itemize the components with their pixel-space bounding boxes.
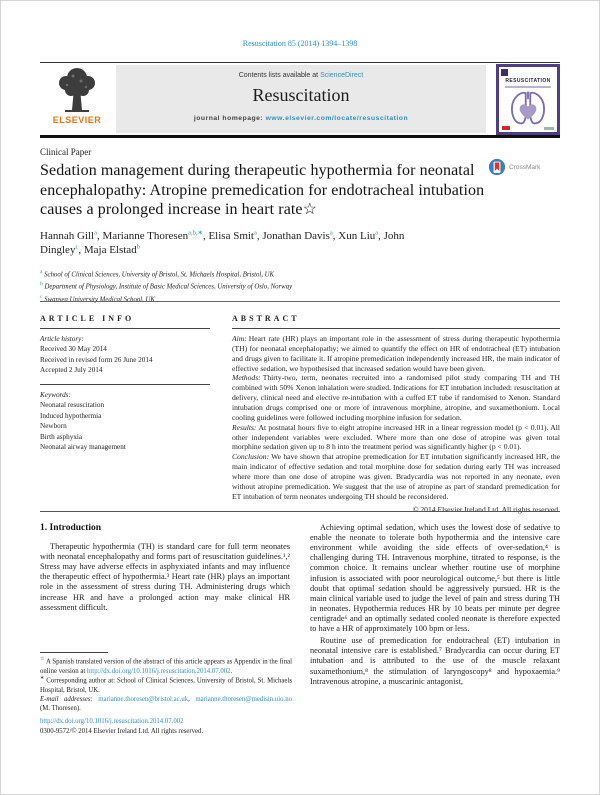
footnote-text: Corresponding author at: School of Clinical Sciences, University of Bristol, St. Michaels Hospital, Bristol, UK. [40, 677, 292, 694]
body-paragraph: Routine use of premedication for endotracheal (ET) intubation in neonatal intensive care is established.⁷ Bradycardia can occur during ET intubation and is attributed to the use of the muscle relaxant suxamethonium,⁸ the stimulation of laryngoscopy⁸ and hypoxaemia.⁹ Intravenous atropine, a muscarinic antagonist, [310, 636, 560, 686]
author [262, 230, 338, 242]
author [338, 230, 383, 242]
author-affil-sup: c [75, 243, 79, 251]
author-name: Maja Elstad [83, 244, 137, 257]
author-sep: , [202, 230, 209, 242]
abstract-section-text: At postnatal hours five to eight atropine increased HR in a linear regression model (p < 0.01). All other independent variables were excluded. Where more than one dose of atropine was given total morphine sedation given up to 8 h into the treatment period was significantly higher (p < 0.01). [232, 422, 560, 452]
journal-citation-line: Resuscitation 85 (2014) 1394–1398 [242, 39, 358, 48]
cover-corner-mark [501, 69, 508, 76]
abstract-section-text: Heart rate (HR) plays an important role in the assessment of stress during therapeutic hypothermia (TH) for neonatal encephalopathy; we aimed to quantify the effect on HR of endotracheal (ET) intubation and drugs given to facilitate it. If atropine premedication independently increased HR, the main indicator of effective sedation, we hypothesised that increased sedation would have been given. [232, 334, 560, 373]
history-label: Article history: [40, 335, 84, 343]
cover-subtitle-bar [505, 86, 551, 88]
intro-right-column [310, 523, 560, 689]
history-item: Accepted 2 July 2014 [40, 366, 103, 375]
email-link-2[interactable]: marianne.thoresen@medisin.uio.no [195, 696, 292, 704]
author-sep: , [256, 230, 263, 242]
affiliation-text: School of Clinical Sciences, University of Bristol, St. Michaels Hospital, Bristol, UK [44, 271, 275, 279]
affiliation [40, 293, 520, 305]
author-affil-sup: b [136, 243, 140, 251]
crossmark-icon [488, 158, 506, 176]
footnote-emails [40, 695, 292, 714]
author-sep: , [378, 230, 384, 242]
email-link-1[interactable]: marianne.thoresen@bristol.ac.uk [98, 696, 189, 704]
author [40, 230, 102, 242]
abstract-column [232, 311, 560, 514]
affiliation-text: Swansea University Medical School, UK [44, 296, 155, 304]
abstract-section-label: Aim: [232, 334, 247, 343]
corresponding-star-icon: ∗ [40, 676, 45, 682]
author-name: Elisa Smit [208, 230, 254, 242]
crossmark-label: CrossMark [509, 163, 541, 171]
intro-right-text [310, 523, 560, 687]
email-label: E-mail addresses: [40, 696, 99, 704]
author-affil-sup: a [375, 229, 379, 237]
journal-homepage-link[interactable]: www.elsevier.com/locate/resuscitation [265, 115, 409, 122]
footnote-corresponding-author [40, 676, 292, 695]
article-doi-link[interactable]: http://dx.doi.org/10.1016/j.resuscitation.2014.07.002 [40, 718, 184, 725]
affiliation-sup: c [40, 293, 43, 300]
keyword-item: Neonatal airway management [40, 442, 126, 451]
footnote-block [40, 652, 292, 714]
lungs-heart-icon [505, 90, 551, 128]
abstract-section-label: Conclusion: [232, 452, 270, 462]
journal-homepage-line [116, 115, 486, 122]
abstract-section-text: Thirty-two, term, neonates recruited into a randomised pilot study comparing TH and TH combined with 50% Xenon inhalation were studied. Indications for ET intubation included: resuscitation at delivery, clinical need and elective re-intubation with a cuffed ET tube if randomised to Xenon. Standard intubation drugs comprised one or more of intravenous morphine, atropine, and suxamethonium. Local cooling guidelines were followed including morphine infusion for sedation. [232, 373, 560, 422]
email-sep: , [188, 696, 196, 704]
affiliation-text: Department of Physiology, Institute of Basic Medical Sciences, University of Oslo, Norway [44, 283, 293, 291]
author-list [40, 229, 430, 258]
keyword-item: Neonatal resuscitation [40, 401, 105, 410]
email-suffix: (M. Thoresen). [40, 705, 81, 713]
abstract-conclusion [232, 452, 560, 501]
author-affil-sup: a,b,∗ [188, 229, 203, 237]
abstract-heading: ABSTRACT [232, 314, 300, 323]
cover-publisher-mark [544, 127, 554, 130]
abstract-section-label: Results: [232, 422, 257, 432]
divider [40, 328, 210, 329]
author-name: Hannah Gill [40, 230, 95, 242]
author-name: Xun Liu [338, 230, 376, 242]
author-sep: , [96, 230, 103, 242]
article-type-label: Clinical Paper [40, 147, 92, 157]
journal-masthead [116, 65, 486, 133]
author-sep: , [78, 244, 84, 257]
abstract-aim [232, 334, 560, 373]
keyword-item: Birth asphyxia [40, 432, 83, 441]
journal-title: Resuscitation [252, 85, 350, 105]
author [208, 230, 262, 242]
affiliation [40, 280, 520, 292]
introduction-heading: 1. Introduction [40, 523, 102, 533]
contents-prefix: Contents lists available at [238, 72, 321, 79]
footnote-text: A Spanish translated version of the abstract of this article appears as Appendix in the final online version at [40, 658, 292, 675]
abstract-methods [232, 373, 560, 422]
sciencedirect-link[interactable]: ScienceDirect [320, 72, 364, 79]
journal-cover-thumbnail [496, 64, 560, 135]
author-sep: , [332, 230, 339, 242]
article-info-column [40, 311, 210, 514]
footnote-text: . [230, 667, 233, 675]
crossmark-badge[interactable] [488, 158, 562, 176]
abstract-section-label: Methods: [232, 373, 261, 383]
elsevier-wordmark: ELSEVIER [52, 115, 102, 125]
divider [40, 511, 560, 512]
homepage-prefix: journal homepage: [193, 115, 266, 122]
elsevier-logo [42, 66, 112, 132]
author-affil-sup: a [253, 229, 257, 237]
affiliation-sup: a [40, 269, 43, 275]
doi-issn-block [40, 717, 340, 737]
keyword-item: Newborn [40, 422, 67, 431]
history-item: Received in revised form 26 June 2014 [40, 355, 153, 364]
history-item: Received 30 May 2014 [40, 345, 107, 354]
affiliation [40, 268, 520, 280]
cover-red-mark [502, 126, 510, 130]
affiliation-list [40, 268, 520, 305]
info-abstract-section [40, 311, 560, 514]
affiliation-sup: b [40, 281, 43, 288]
footnote-star-icon: ☆ [40, 657, 45, 662]
author [84, 244, 140, 256]
footnote-doi-link[interactable]: http://dx.doi.org/10.1016/j.resuscitation.2014.07.002 [87, 667, 231, 675]
author-name: Jonathan Davis [262, 230, 330, 242]
abstract-results [232, 423, 560, 453]
article-history-block [40, 334, 210, 376]
abstract-copyright: © 2014 Elsevier Ireland Ltd. All rights reserved. [412, 504, 560, 514]
footnote-divider [40, 652, 108, 653]
author-name: Marianne Thoresen [102, 230, 189, 242]
body-paragraph: Achieving optimal sedation, which uses the lowest dose of sedative to enable the neonate to tolerate both hypothermia and the intensive care environment while avoiding the side effects of over-sedation,⁴ is challenging during TH. Intravenous morphine, titrated to response, is the common choice. It remains unclear whether routine use of morphine infusion is associated with poor neurological outcome,⁵ but there is little doubt that optimal sedation should be aggressively pursued. HR is the main clinical variable used to judge the level of pain and stress during TH in neonates. Hypothermia reduces HR by 10 beats per minute per degree centigrade⁶ and an optimally sedated cooled neonate is therefore expected to have a HR of approximately 100 bpm or less. [310, 523, 560, 634]
intro-left-text [40, 542, 290, 613]
body-paragraph: Therapeutic hypothermia (TH) is standard care for full term neonates with neonatal encephalopathy and forms part of resuscitation guidelines.¹,² Stress may have adverse effects in asphyxiated infants and may influence the therapeutic effect of hypothermia.³ Heart rate (HR) plays an important role in the assessment of stress during TH. Administering drugs which increase HR and have a prolonged action may make clinical HR assessment difficult. [40, 542, 290, 612]
issn-copyright-line: 0300-9572/© 2014 Elsevier Ireland Ltd. All rights reserved. [40, 727, 204, 735]
abstract-section-text: We have shown that atropine premedication for ET intubation significantly increased HR, the main indicator of effective sedation and total morphine dose for sedation during early TH was increased where more than one dose of atropine was given. Bradycardia was not reported in any neonate, even without atropine premedication. We suggest that the use of atropine as part of standard premedication for ET intubation of term neonates undergoing TH should be reconsidered. [232, 452, 560, 501]
keywords-block [40, 390, 210, 453]
author-affil-sup: a [94, 229, 97, 237]
divider [232, 328, 560, 329]
divider [40, 384, 210, 385]
elsevier-tree-icon [55, 66, 99, 114]
keywords-label: Keywords: [40, 390, 71, 399]
author-name: John Dingley [40, 230, 405, 257]
author [102, 230, 208, 242]
footnote-spanish-abstract [40, 657, 292, 676]
divider [40, 301, 560, 302]
cover-title: RESUSCITATION [505, 78, 551, 84]
article-title: Sedation management during therapeutic hypothermia for neonatal encephalopathy: Atropine premedication for endotracheal intubation causes a prolonged increase in heart rate☆ [40, 162, 485, 219]
keyword-item: Induced hypothermia [40, 411, 102, 420]
contents-lists-line [116, 72, 486, 79]
journal-header-band [40, 62, 560, 138]
abstract-text [232, 334, 560, 502]
article-info-heading: ARTICLE INFO [40, 314, 135, 323]
author-affil-sup: a [329, 229, 333, 237]
